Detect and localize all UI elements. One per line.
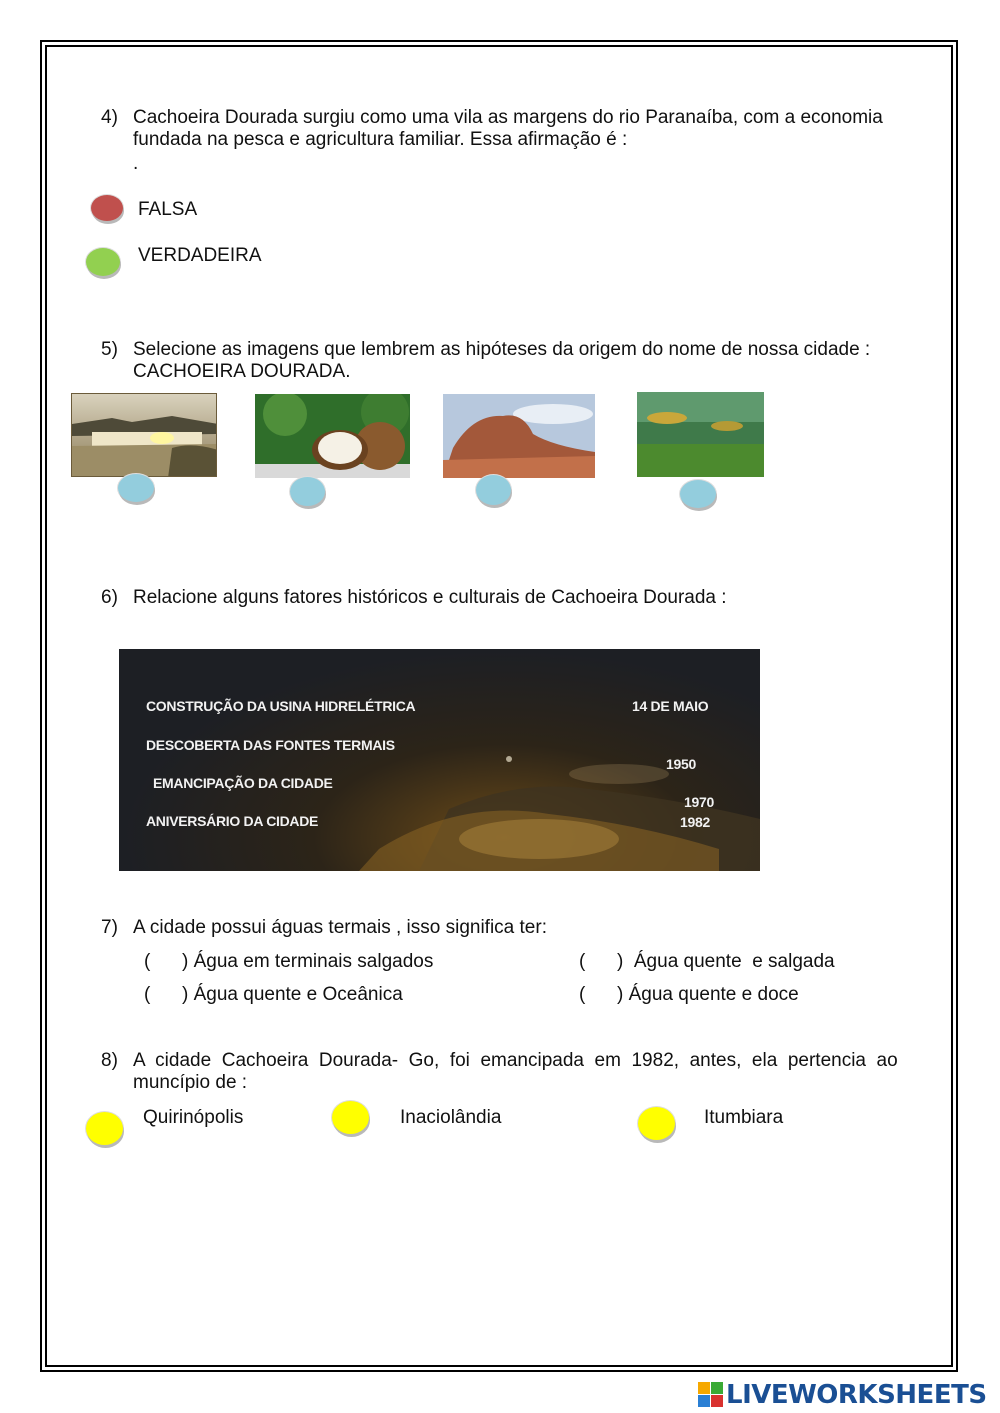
question-7	[101, 917, 931, 941]
radio-inaciolandia[interactable]	[332, 1101, 369, 1134]
option-agua-quente-salgada[interactable]: ( ) Água quente e salgada	[579, 951, 835, 972]
match-value-1970[interactable]: 1970	[684, 794, 714, 810]
question-text-line-1: Cachoeira Dourada surgiu como uma vila as margens do rio Paranaíba, com a economia	[133, 107, 883, 128]
question-text-line-1: Selecione as imagens que lembrem as hipóteses da origem do nome de nossa cidade :	[133, 339, 871, 360]
question-number: 6)	[101, 587, 118, 608]
question-8	[101, 1050, 931, 1096]
radio-image-1[interactable]	[118, 474, 154, 502]
radio-image-3[interactable]	[476, 475, 511, 505]
question-4	[101, 107, 931, 177]
question-text-line-2: fundada na pesca e agricultura familiar. Essa afirmação é :	[133, 129, 628, 150]
option-agua-terminais-salgados[interactable]: ( ) Água em terminais salgados	[144, 951, 434, 972]
question-5	[101, 339, 931, 385]
radio-verdadeira[interactable]	[86, 248, 120, 276]
option-label-inaciolandia: Inaciolândia	[400, 1107, 502, 1128]
option-label-itumbiara: Itumbiara	[704, 1107, 784, 1128]
match-item-fontes-termais[interactable]: DESCOBERTA DAS FONTES TERMAIS	[146, 737, 395, 753]
question-number: 5)	[101, 339, 118, 360]
waterfall-photo	[71, 393, 217, 477]
liveworksheets-logo-icon	[698, 1382, 724, 1408]
question-text-line-1: A cidade Cachoeira Dourada- Go, foi emancipada em 1982, antes, ela pertencia ao	[133, 1050, 898, 1071]
match-value-1982[interactable]: 1982	[680, 814, 710, 830]
option-label-falsa: FALSA	[138, 199, 198, 220]
question-text-line-2: CACHOEIRA DOURADA.	[133, 361, 351, 382]
question-number: 7)	[101, 917, 118, 938]
question-number: 8)	[101, 1050, 118, 1071]
option-label-verdadeira: VERDADEIRA	[138, 245, 262, 266]
radio-image-2[interactable]	[290, 477, 325, 506]
match-item-aniversario[interactable]: ANIVERSÁRIO DA CIDADE	[146, 813, 319, 829]
match-item-emancipacao[interactable]: EMANCIPAÇÃO DA CIDADE	[153, 775, 333, 791]
question-number: 4)	[101, 107, 118, 128]
option-agua-quente-doce[interactable]: ( ) Água quente e doce	[579, 984, 799, 1005]
question-text-line-2: muncípio de :	[133, 1072, 248, 1093]
matching-panel	[119, 649, 760, 871]
liveworksheets-logo-text: LIVEWORKSHEETS	[726, 1380, 987, 1410]
option-label-quirinopolis: Quirinópolis	[143, 1107, 244, 1128]
match-value-14-maio[interactable]: 14 DE MAIO	[632, 698, 709, 714]
match-value-1950[interactable]: 1950	[666, 756, 696, 772]
option-agua-quente-oceanica[interactable]: ( ) Água quente e Oceânica	[144, 984, 403, 1005]
question-text-line-3: .	[133, 153, 139, 174]
rock-photo	[443, 394, 595, 478]
question-text: A cidade possui águas termais , isso significa ter:	[133, 917, 547, 938]
radio-quirinopolis[interactable]	[86, 1112, 123, 1145]
radio-falsa[interactable]	[91, 195, 123, 221]
coconut-photo	[255, 394, 410, 478]
match-item-usina[interactable]: CONSTRUÇÃO DA USINA HIDRELÉTRICA	[146, 698, 416, 714]
question-6	[101, 587, 931, 611]
radio-image-4[interactable]	[680, 480, 716, 508]
fish-photo	[637, 392, 764, 477]
radio-itumbiara[interactable]	[638, 1107, 675, 1140]
question-text: Relacione alguns fatores históricos e culturais de Cachoeira Dourada :	[133, 587, 727, 608]
